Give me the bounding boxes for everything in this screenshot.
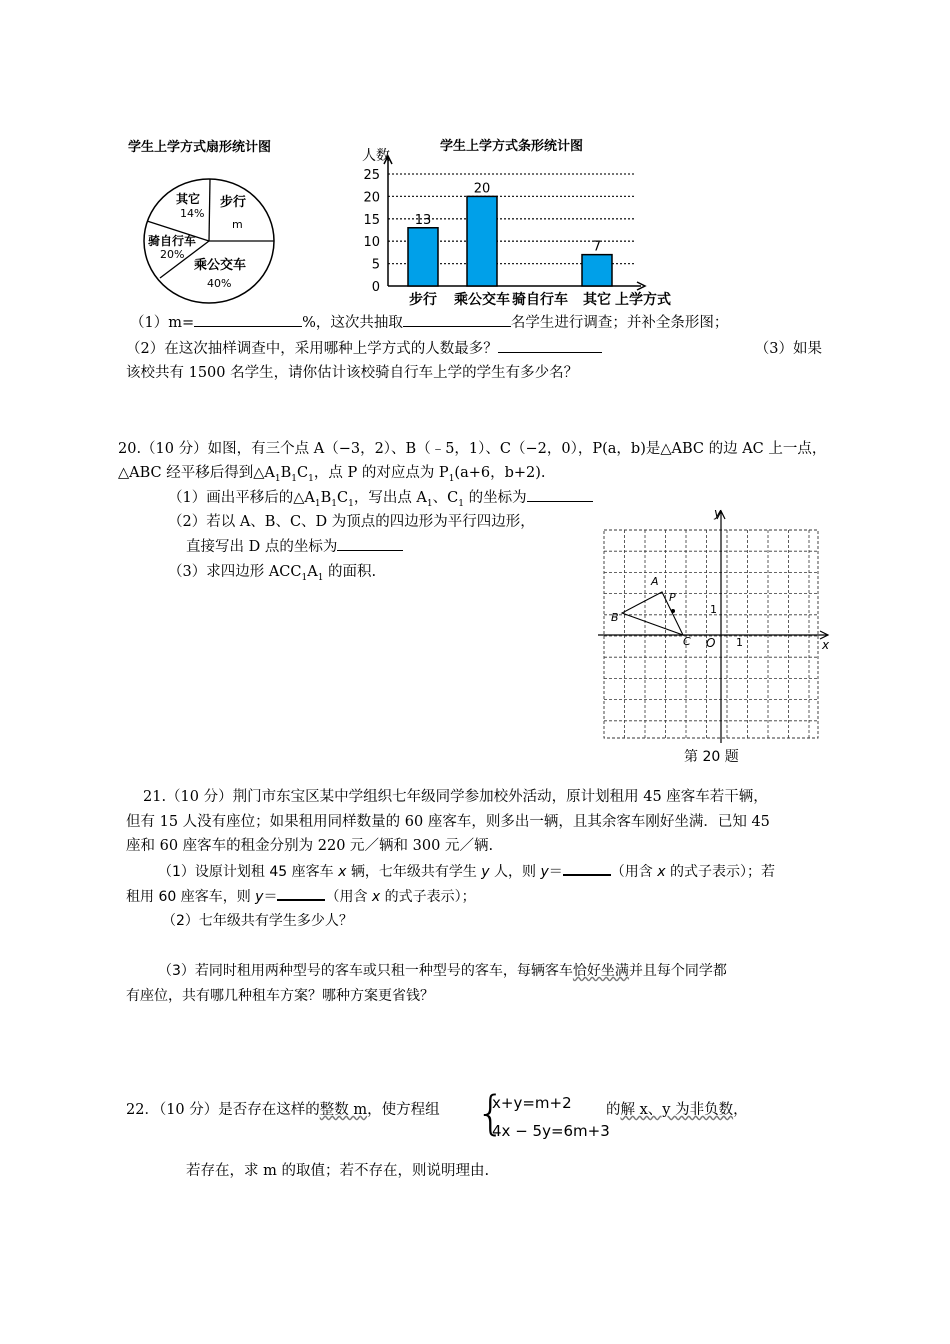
q21-sub3-line2: 有座位，共有哪几种租车方案？哪种方案更省钱？ [126, 988, 434, 1004]
q19-line3: 该校共有 1500 名学生，请你估计该校骑自行车上学的学生有多少名？ [126, 365, 579, 381]
bar-2 [467, 196, 497, 286]
q21-s1-d: ＝ [548, 864, 563, 880]
coordinate-grid-svg [598, 505, 838, 745]
pie-value-bus: 40% [207, 277, 232, 290]
y-tick-label: 20 [363, 190, 380, 206]
q20-l2-a: △ABC 经平移后得到△A [118, 465, 275, 481]
coords-answer-blank[interactable] [527, 487, 593, 502]
most-mode-blank[interactable] [498, 338, 602, 353]
origin-label: O [706, 636, 716, 650]
d-coords-blank[interactable] [337, 536, 403, 551]
label-b: B [611, 611, 619, 624]
pie-chart [122, 136, 322, 316]
q19-part1-label: （1）m= [130, 315, 195, 331]
label-a: A [651, 575, 659, 588]
emphasis-exactly-full: 恰好坐满 [572, 963, 629, 979]
q19-line2 [126, 338, 826, 360]
q21-s1-g: 租用 60 座客车，则 [126, 889, 256, 905]
subscript: 1 [274, 473, 281, 484]
q20-s1-f: 的坐标为 [464, 490, 527, 506]
x-axis-label: 上学方式 [615, 292, 671, 308]
var-y: y [540, 864, 549, 880]
y-tick-label: 10 [363, 235, 380, 251]
q20-l2-b: B [280, 465, 292, 481]
var-x: x [371, 889, 381, 905]
q20-sub2-line2 [186, 536, 403, 558]
q22-f: ， [733, 1102, 748, 1118]
q20-s1-c: C [336, 490, 349, 506]
subscript: 1 [317, 572, 324, 583]
y-tick-label: 5 [371, 257, 380, 273]
bar-chart-title: 学生上学方式条形统计图 [440, 139, 584, 154]
point-p [671, 609, 675, 613]
y-tick-label: 0 [371, 280, 380, 295]
x-category-label: 步行 [409, 292, 437, 308]
pie-chart-title: 学生上学方式扇形统计图 [128, 140, 272, 155]
q22-line2: 若存在，求 m 的取值；若不存在，则说明理由. [186, 1163, 490, 1179]
equation-1: x+y=m+2 [492, 1094, 572, 1112]
subscript: 1 [301, 572, 308, 583]
q21-sub3-line1 [158, 960, 727, 982]
bar-4 [582, 255, 612, 286]
unit-y-label: 1 [710, 603, 717, 616]
x-category-label: 骑自行车 [512, 292, 568, 308]
q22-line1 [126, 1099, 440, 1121]
sample-size-blank[interactable] [403, 312, 511, 327]
y-axis-label: 人数 [362, 148, 390, 164]
y-expr-45-blank[interactable] [563, 860, 611, 876]
subscript: 1 [448, 473, 455, 484]
q21-s1-eq: ＝ [263, 889, 278, 905]
q22-c: ，使方程组 [367, 1102, 440, 1118]
pie-value-other: 14% [180, 207, 205, 220]
system-brace: { [476, 1086, 506, 1140]
q21-s1-c: 人，则 [489, 864, 541, 880]
q21-s1-e: （用含 [610, 864, 658, 880]
m-answer-blank[interactable] [194, 312, 302, 327]
q20-sub2-line1: （2）若以 A、B、C、D 为顶点的四边形为平行四边形， [168, 514, 535, 530]
q22-d: 的 [606, 1102, 621, 1118]
q20-l2-c: C [297, 465, 309, 481]
q21-line3: 座和 60 座客车的租金分别为 220 元／辆和 300 元／辆. [126, 838, 494, 854]
y-tick-label: 25 [363, 168, 380, 183]
q21-sub2: （2）七年级共有学生多少人？ [162, 913, 353, 929]
q19-part3-start: （3）如果 [754, 341, 822, 357]
q21-s1-f: 的式子表示）；若 [665, 864, 775, 880]
q22-line1-end [606, 1099, 748, 1121]
q21-s3-c: 并且每个同学都 [628, 963, 727, 979]
q20-s1-a: （1）画出平移后的△A [168, 490, 315, 506]
q22-a: 22．（10 分）是否存在这样的 [126, 1102, 320, 1118]
bar-value-label: 20 [473, 181, 491, 197]
var-x: x [657, 864, 666, 880]
label-p: P [669, 591, 676, 604]
emphasis-nonnegative: 解 x、y 为非负数 [620, 1102, 734, 1118]
subscript: 1 [291, 473, 297, 484]
var-x: x [338, 864, 347, 880]
bar-1 [408, 228, 438, 286]
q20-s1-b: B [320, 490, 332, 506]
unit-x-label: 1 [736, 636, 743, 649]
x-category-label: 乘公交车 [454, 292, 510, 308]
q20-sub3 [168, 561, 376, 589]
q20-l2-e: (a+6，b+2). [454, 465, 546, 481]
q21-line2: 但有 15 人没有座位；如果租用同样数量的 60 座客车，则多出一辆，且其余客车刚好坐满．已知 45 [126, 814, 770, 830]
q19-part1-end: 名学生进行调查；并补全条形图； [510, 315, 729, 331]
pie-figure [122, 166, 292, 316]
emphasis-integer-m: 整数 m [319, 1102, 368, 1118]
label-c: C [683, 635, 691, 648]
coordinate-grid-figure [598, 505, 838, 745]
pie-label-walk: 步行 [220, 195, 247, 210]
pie-value-bicycle: 20% [160, 248, 185, 261]
bar-chart-svg [350, 130, 690, 310]
x-axis-name: x [822, 638, 830, 652]
q21-s1-b: 辆，七年级共有学生 [346, 864, 482, 880]
q21-s1-i: 的式子表示）； [380, 889, 476, 905]
bar-value-label: 13 [414, 212, 432, 228]
subscript: 1 [426, 498, 433, 509]
q20-s3-c: 的面积. [323, 564, 377, 580]
pie-label-other: 其它 [176, 192, 201, 206]
q20-s3-a: （3）求四边形 ACC [168, 564, 302, 580]
figure-caption: 第 20 题 [684, 749, 739, 765]
grid-border [604, 530, 818, 738]
q20-line2 [118, 462, 546, 490]
x-category-label: 其它 [583, 292, 611, 308]
pie-value-walk: m [232, 218, 243, 231]
q20-s1-e: 、C [432, 490, 459, 506]
subscript: 1 [308, 473, 314, 484]
q19-part2-text: （2）在这次抽样调查中，采用哪种上学方式的人数最多？ [126, 341, 498, 357]
q20-l2-d: ，点 P 的对应点为 P [313, 465, 449, 481]
y-expr-60-blank[interactable] [277, 885, 325, 901]
subscript: 1 [348, 498, 354, 509]
q20-line1: 20.（10 分）如图，有三个点 A（−3，2）、B（﹣5，1）、C（−2，0），P(a，b)是△ABC 的边 AC 上一点， [118, 441, 827, 457]
q21-s1-a: （1）设原计划租 45 座客车 [158, 864, 339, 880]
q20-s2-b: 直接写出 D 点的坐标为 [186, 539, 338, 555]
subscript: 1 [314, 498, 321, 509]
q21-sub1-line2 [126, 885, 476, 908]
var-y: y [481, 864, 490, 880]
q20-s1-d: ，写出点 A [353, 490, 427, 506]
pie-label-bicycle: 骑自行车 [148, 234, 197, 248]
y-axis-name: y [714, 506, 722, 520]
subscript: 1 [331, 498, 337, 509]
bar-chart [350, 130, 690, 310]
bar-value-label: 7 [592, 239, 602, 255]
var-y: y [255, 889, 264, 905]
q21-s1-h: （用含 [325, 889, 372, 905]
equation-2: 4x − 5y=6m+3 [492, 1122, 610, 1140]
q21-sub1-line1 [158, 860, 775, 883]
pie-divider [209, 179, 210, 241]
q19-line1 [130, 312, 728, 334]
pie-label-bus: 乘公交车 [194, 258, 247, 273]
q21-line1: 21.（10 分）荆门市东宝区某中学组织七年级同学参加校外活动，原计划租用 45 座客车若干辆， [143, 789, 768, 805]
q19-part1-mid: %，这次共抽取 [302, 315, 403, 331]
q21-s3-a: （3）若同时租用两种型号的客车或只租一种型号的客车，每辆客车 [158, 963, 573, 979]
q20-s3-b: A [307, 564, 318, 580]
subscript: 1 [458, 498, 464, 509]
y-tick-label: 15 [363, 212, 380, 228]
